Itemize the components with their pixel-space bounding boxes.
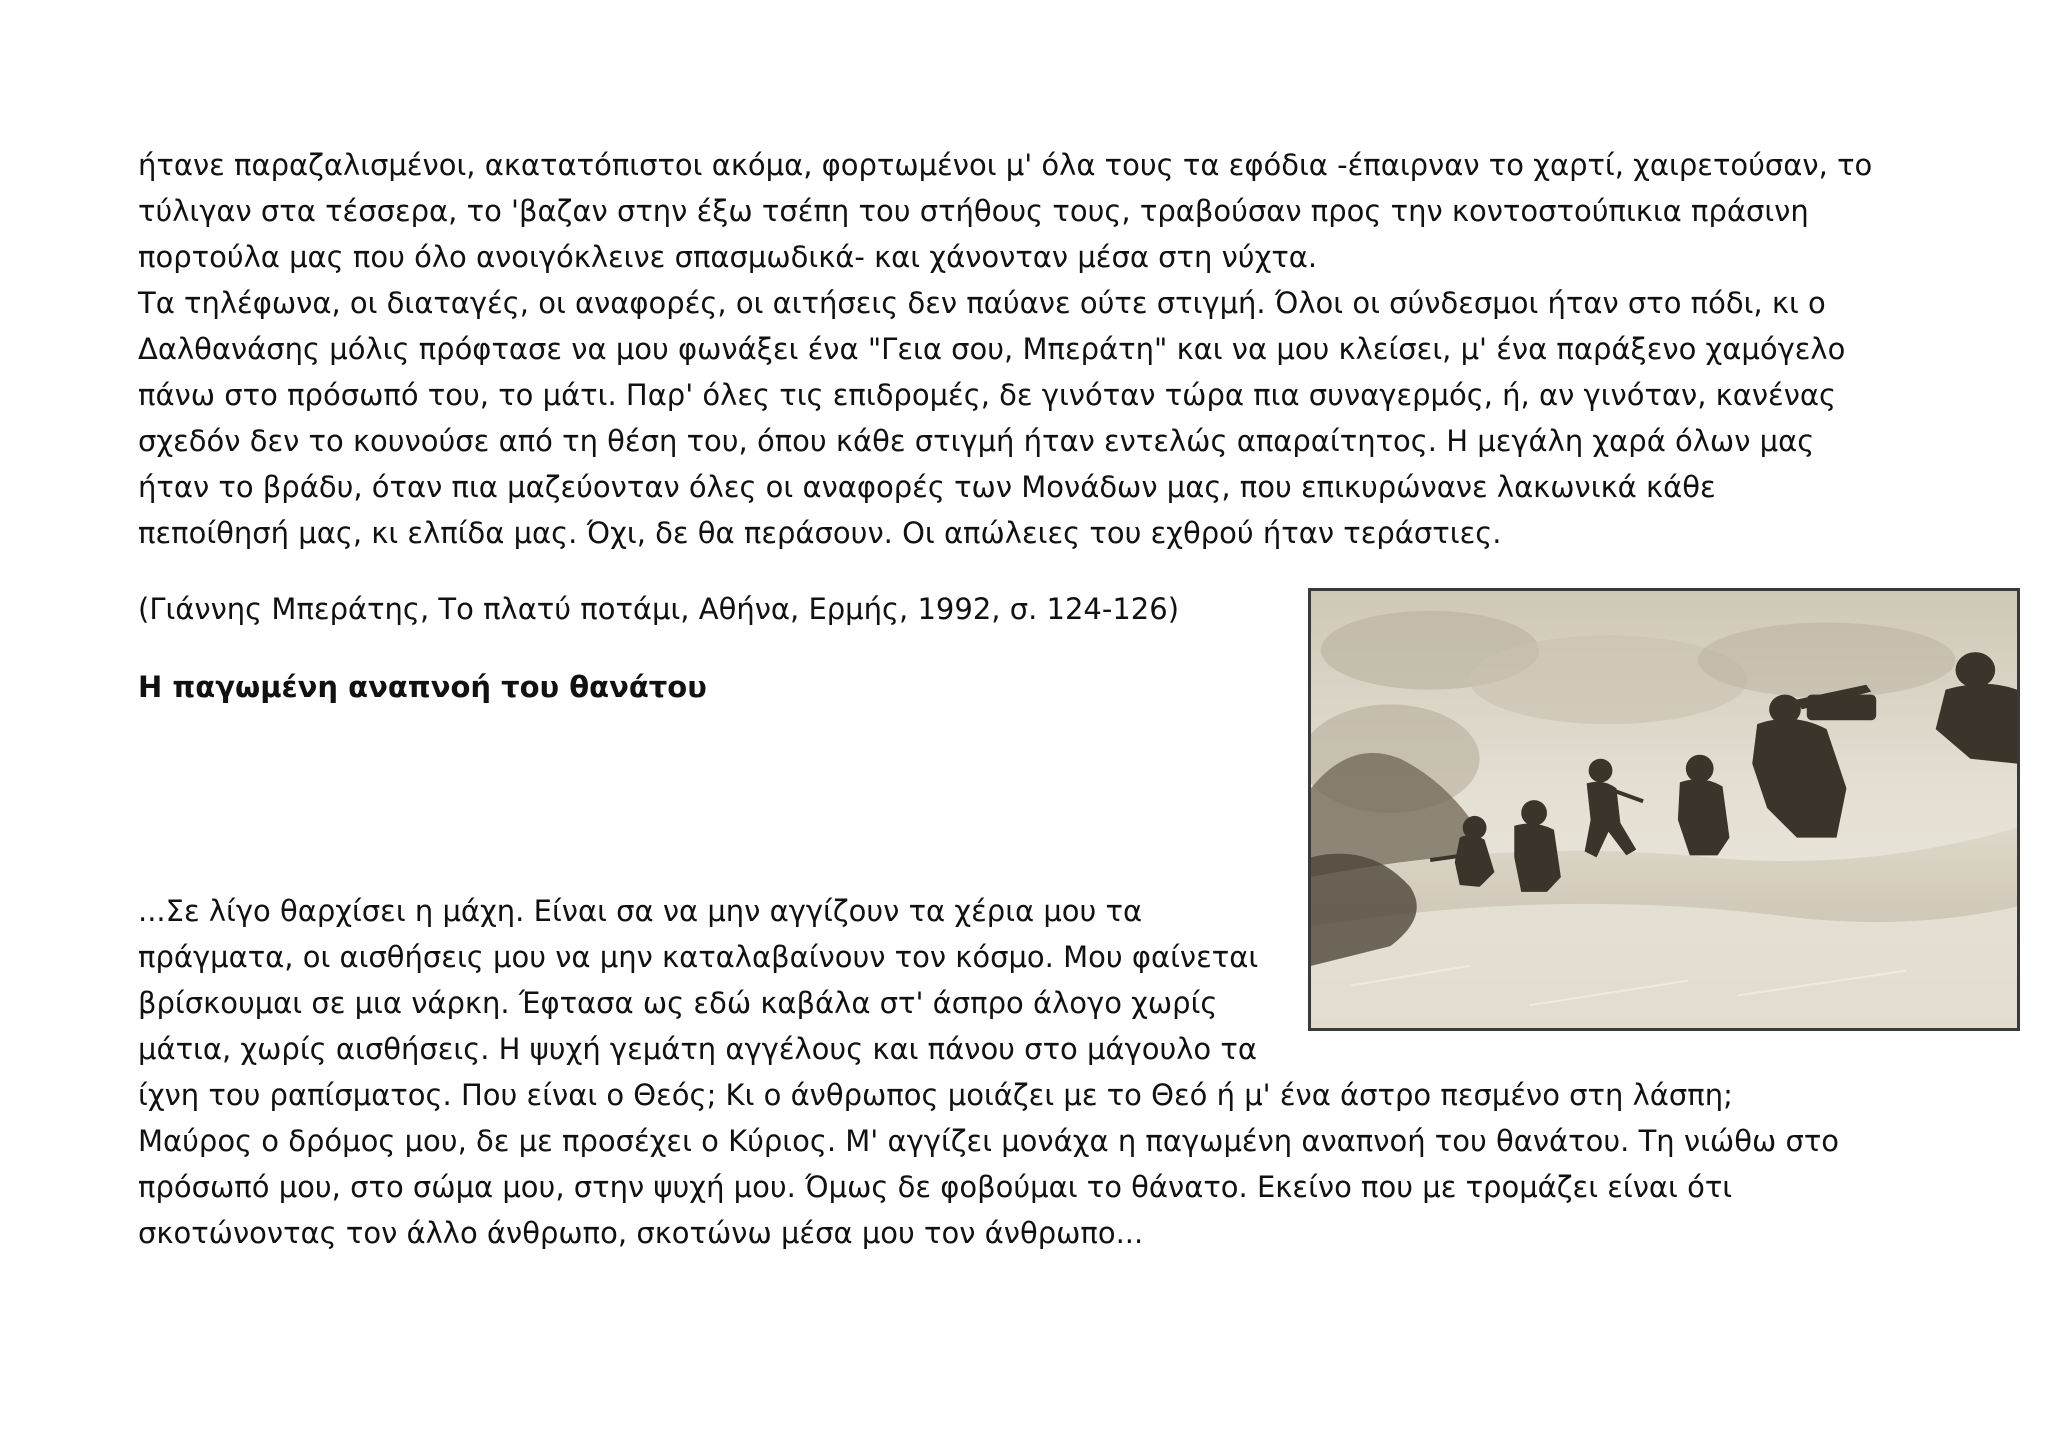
paragraph-3-line-6: Μαύρος ο δρόμος μου, δε με προσέχει ο Κύριος. Μ' αγγίζει μονάχα η παγωμένη αναπνοή του θανάτου. Τη νιώθω στο	[138, 1124, 1840, 1158]
paragraph-2-line-5: ήταν το βράδυ, όταν πια μαζεύονταν όλες οι αναφορές των Μονάδων μας, που επικυρώνανε λακωνικά κάθε	[138, 470, 1716, 504]
paragraph-3-line-2: πράγματα, οι αισθήσεις μου να μην καταλαβαίνουν τον κόσμο. Μου φαίνεται	[138, 940, 1259, 974]
paragraph-3-line-5: ίχνη του ραπίσματος. Που είναι ο Θεός; Κι ο άνθρωπος μοιάζει με το Θεό ή μ' ένα άστρο πεσμένο στη λάσπη;	[138, 1078, 1733, 1112]
paragraph-3-line-1: ...Σε λίγο θαρχίσει η μάχη. Είναι σα να μην αγγίζουν τα χέρια μου τα	[138, 894, 1143, 928]
paragraph-1-line-2: τύλιγαν στα τέσσερα, το 'βαζαν στην έξω τσέπη του στήθους τους, τραβούσαν προς την κοντοστούπικια πράσινη	[138, 194, 1809, 228]
soldiers-photo	[1308, 588, 2020, 1031]
paragraph-3-line-8: σκοτώνοντας τον άλλο άνθρωπο, σκοτώνω μέσα μου τον άνθρωπο...	[138, 1216, 1144, 1250]
section-title: Η παγωμένη αναπνοή του θανάτου	[138, 670, 707, 704]
paragraph-1-line-3: πορτούλα μας που όλο ανοιγόκλεινε σπασμωδικά- και χάνονταν μέσα στη νύχτα.	[138, 240, 1318, 274]
paragraph-3-line-4: μάτια, χωρίς αισθήσεις. Η ψυχή γεμάτη αγγέλους και πάνου στο μάγουλο τα	[138, 1032, 1257, 1066]
paragraph-1-line-1: ήτανε παραζαλισμένοι, ακατατόπιστοι ακόμα, φορτωμένοι μ' όλα τους τα εφόδια -έπαιρναν το χαρτί, χαιρετούσαν, το	[138, 148, 1873, 182]
paragraph-2-line-2: Δαλθανάσης μόλις πρόφτασε να μου φωνάξει ένα "Γεια σου, Μπεράτη" και να μου κλείσει, μ' ένα παράξενο χαμόγελο	[138, 332, 1846, 366]
paragraph-2-line-3: πάνω στο πρόσωπό του, το μάτι. Παρ' όλες τις επιδρομές, δε γινόταν τώρα πια συναγερμός, ή, αν γινόταν, κανένας	[138, 378, 1837, 412]
paragraph-2-line-4: σχεδόν δεν το κουνούσε από τη θέση του, όπου κάθε στιγμή ήταν εντελώς απαραίτητος. Η μεγάλη χαρά όλων μας	[138, 424, 1815, 458]
paragraph-3-line-7: πρόσωπό μου, στο σώμα μου, στην ψυχή μου. Όμως δε φοβούμαι το θάνατο. Εκείνο που με τρομάζει είναι ότι	[138, 1170, 1733, 1204]
paragraph-3-line-3: βρίσκουμαι σε μια νάρκη. Έφτασα ως εδώ καβάλα στ' άσπρο άλογο χωρίς	[138, 986, 1218, 1020]
soldiers-photo-image	[1311, 591, 2017, 1028]
paragraph-2-line-6: πεποίθησή μας, κι ελπίδα μας. Όχι, δε θα περάσουν. Οι απώλειες του εχθρού ήταν τεράστιες.	[138, 516, 1502, 550]
paragraph-2-line-1: Τα τηλέφωνα, οι διαταγές, οι αναφορές, οι αιτήσεις δεν παύανε ούτε στιγμή. Όλοι οι σύνδεσμοι ήταν στο πόδι, κι ο	[138, 286, 1826, 320]
citation: (Γιάννης Μπεράτης, Το πλατύ ποτάμι, Αθήνα, Ερμής, 1992, σ. 124-126)	[138, 592, 1180, 626]
